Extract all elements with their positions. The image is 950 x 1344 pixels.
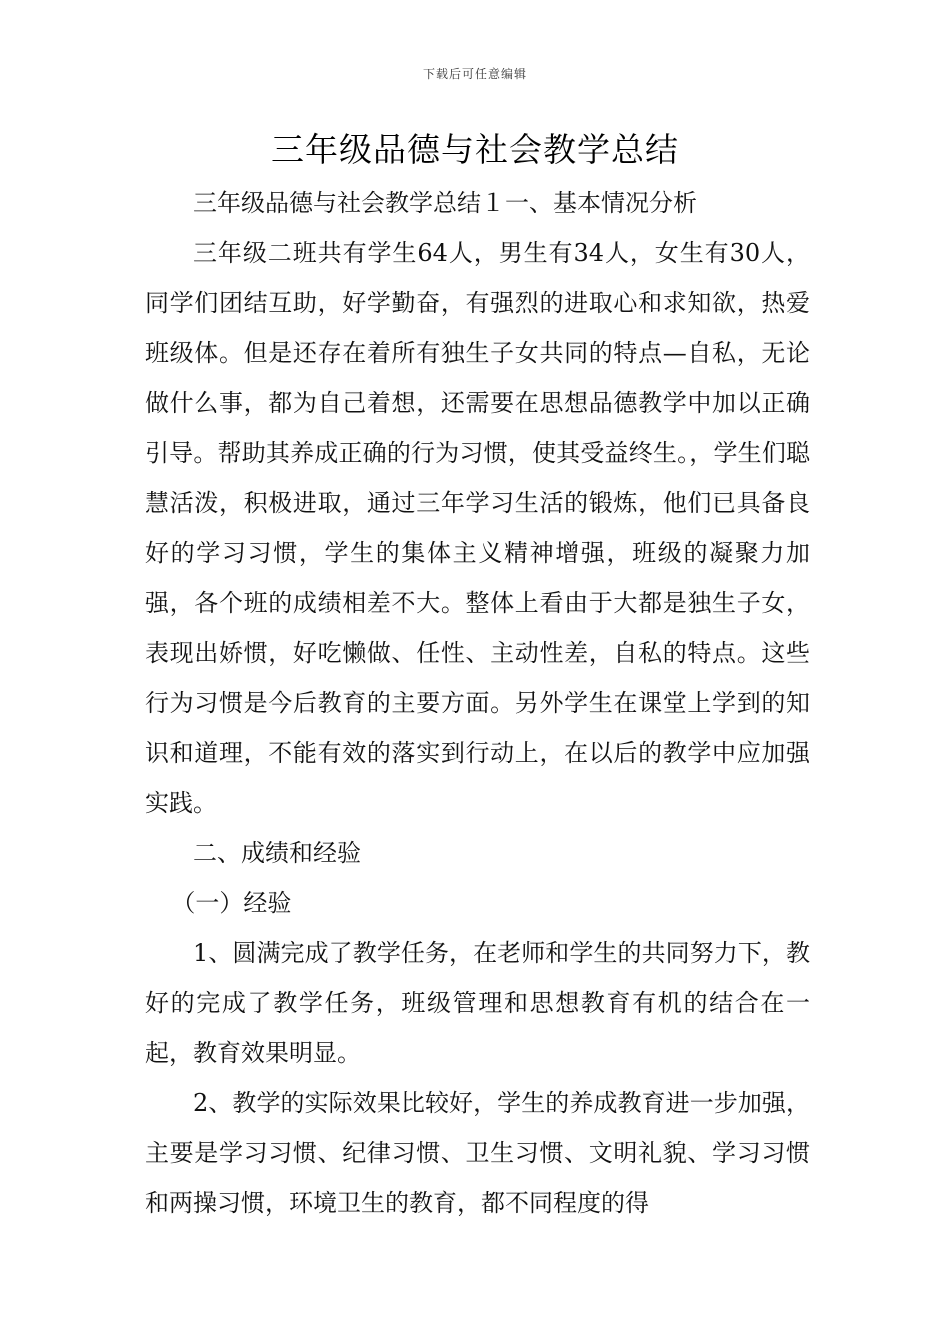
paragraph-achievements-heading: 二、成绩和经验: [193, 839, 361, 867]
paragraph-section-heading: 三年级品德与社会教学总结１一、基本情况分析: [193, 189, 697, 217]
header-note: 下载后可任意编辑: [422, 67, 527, 81]
paragraph-experience-heading: （一）经验: [171, 889, 292, 917]
paragraph-item-2: 2、教学的实际效果比较好，学生的养成教育进一步加强，主要是学习习惯、纪律习惯、卫生习惯、文明礼貌、学习习惯和两操习惯，环境卫生的教育，都不同程度的得: [145, 1089, 810, 1217]
document-title: 三年级品德与社会教学总结: [271, 130, 679, 169]
paragraph-item-1: 1、圆满完成了教学任务，在老师和学生的共同努力下，教好的完成了教学任务，班级管理和思想教育有机的结合在一起，教育效果明显。: [145, 939, 810, 1067]
document-body: [145, 178, 810, 1228]
paragraph-situation-analysis: 三年级二班共有学生64人，男生有34人，女生有30人，同学们团结互助，好学勤奋，有强烈的进取心和求知欲，热爱班级体。但是还存在着所有独生子女共同的特点—自私，无论做什么事，都为自己着想，还需要在思想品德教学中加以正确引导。帮助其养成正确的行为习惯，使其受益终生。，学生们聪慧活泼，积极进取，通过三年学习生活的锻炼，他们已具备良好的学习习惯，学生的集体主义精神增强，班级的凝聚力加强，各个班的成绩相差不大。整体上看由于大都是独生子女，表现出娇惯，好吃懒做、任性、主动性差，自私的特点。这些行为习惯是今后教育的主要方面。另外学生在课堂上学到的知识和道理，不能有效的落实到行动上，在以后的教学中应加强实践。: [145, 239, 810, 817]
